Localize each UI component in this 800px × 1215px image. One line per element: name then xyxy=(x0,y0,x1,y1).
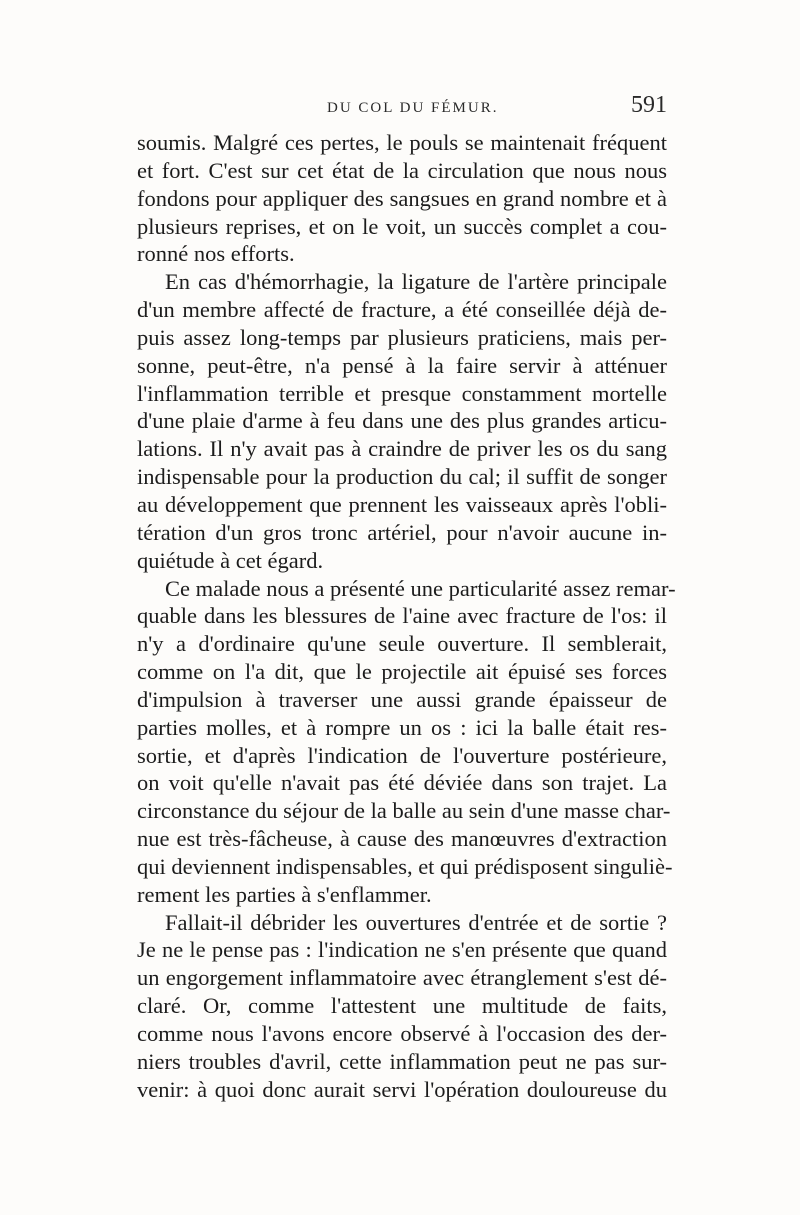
text-line: niers troubles d'avril, cette inflammation peut ne pas sur- xyxy=(137,1048,667,1074)
text-line: venir: à quoi donc aurait servi l'opération douloureuse du xyxy=(137,1076,667,1102)
running-head xyxy=(137,92,667,126)
text-line: fondons pour appliquer des sangsues en grand nombre et à xyxy=(137,185,667,211)
text-line: n'y a d'ordinaire qu'une seule ouverture. Il semblerait, xyxy=(137,631,667,657)
text-line: plusieurs reprises, et on le voit, un succès complet a cou- xyxy=(137,213,667,239)
running-title: DU COL DU FÉMUR. xyxy=(327,100,499,116)
page-number: 591 xyxy=(631,92,667,118)
text-line: quiétude à cet égard. xyxy=(137,547,324,573)
text-line: Fallait-il débrider les ouvertures d'entrée et de sortie ? xyxy=(165,909,667,935)
text-line: En cas d'hémorrhagie, la ligature de l'artère principale xyxy=(165,269,667,295)
text-line: circonstance du séjour de la balle au sein d'une masse char- xyxy=(137,798,671,824)
text-line: lations. Il n'y avait pas à craindre de priver les os du sang xyxy=(137,436,667,462)
text-line: sortie, et d'après l'indication de l'ouverture postérieure, xyxy=(137,742,667,768)
text-line: qui deviennent indispensables, et qui prédisposent singuliè- xyxy=(137,853,673,879)
text-line: Je ne le pense pas : l'indication ne s'en présente que quand xyxy=(137,937,667,963)
text-line: on voit qu'elle n'avait pas été déviée dans son trajet. La xyxy=(137,770,667,796)
text-line: quable dans les blessures de l'aine avec fracture de l'os: il xyxy=(137,603,667,629)
paragraph xyxy=(137,268,667,574)
body-text xyxy=(137,129,676,1104)
text-line: rement les parties à s'enflammer. xyxy=(137,881,432,907)
text-line: parties molles, et à rompre un os : ici la balle était res- xyxy=(137,714,667,740)
text-line: l'inflammation terrible et presque constamment mortelle xyxy=(137,380,667,406)
text-line: soumis. Malgré ces pertes, le pouls se maintenait fréquent xyxy=(137,130,667,155)
text-line: puis assez long-temps par plusieurs praticiens, mais per- xyxy=(137,324,667,350)
text-line: Ce malade nous a présenté une particularité assez remar- xyxy=(165,575,676,601)
text-line: un engorgement inflammatoire avec étranglement s'est dé- xyxy=(137,965,667,991)
text-line: et fort. C'est sur cet état de la circulation que nous nous xyxy=(137,157,667,183)
paragraph xyxy=(137,129,667,268)
paragraph xyxy=(137,575,676,909)
text-line: comme nous l'avons encore observé à l'occasion des der- xyxy=(137,1021,667,1046)
text-line: comme on l'a dit, que le projectile ait épuisé ses forces xyxy=(137,659,667,685)
text-line: nue est très-fâcheuse, à cause des manœuvres d'extraction xyxy=(137,826,667,852)
paragraph xyxy=(137,909,667,1104)
text-line: d'une plaie d'arme à feu dans une des plus grandes articu- xyxy=(137,408,667,434)
text-line: d'impulsion à traverser une aussi grande épaisseur de xyxy=(137,686,667,712)
text-line: d'un membre affecté de fracture, a été conseillée déjà de- xyxy=(137,297,667,323)
text-line: tération d'un gros tronc artériel, pour n'avoir aucune in- xyxy=(137,519,667,545)
text-line: ronné nos efforts. xyxy=(137,241,295,267)
text-line: au développement que prennent les vaisseaux après l'obli- xyxy=(137,491,667,517)
text-line: claré. Or, comme l'attestent une multitude de faits, xyxy=(137,993,667,1019)
text-line: sonne, peut-être, n'a pensé à la faire servir à atténuer xyxy=(137,352,667,378)
text-line: indispensable pour la production du cal; il suffit de songer xyxy=(137,464,667,490)
